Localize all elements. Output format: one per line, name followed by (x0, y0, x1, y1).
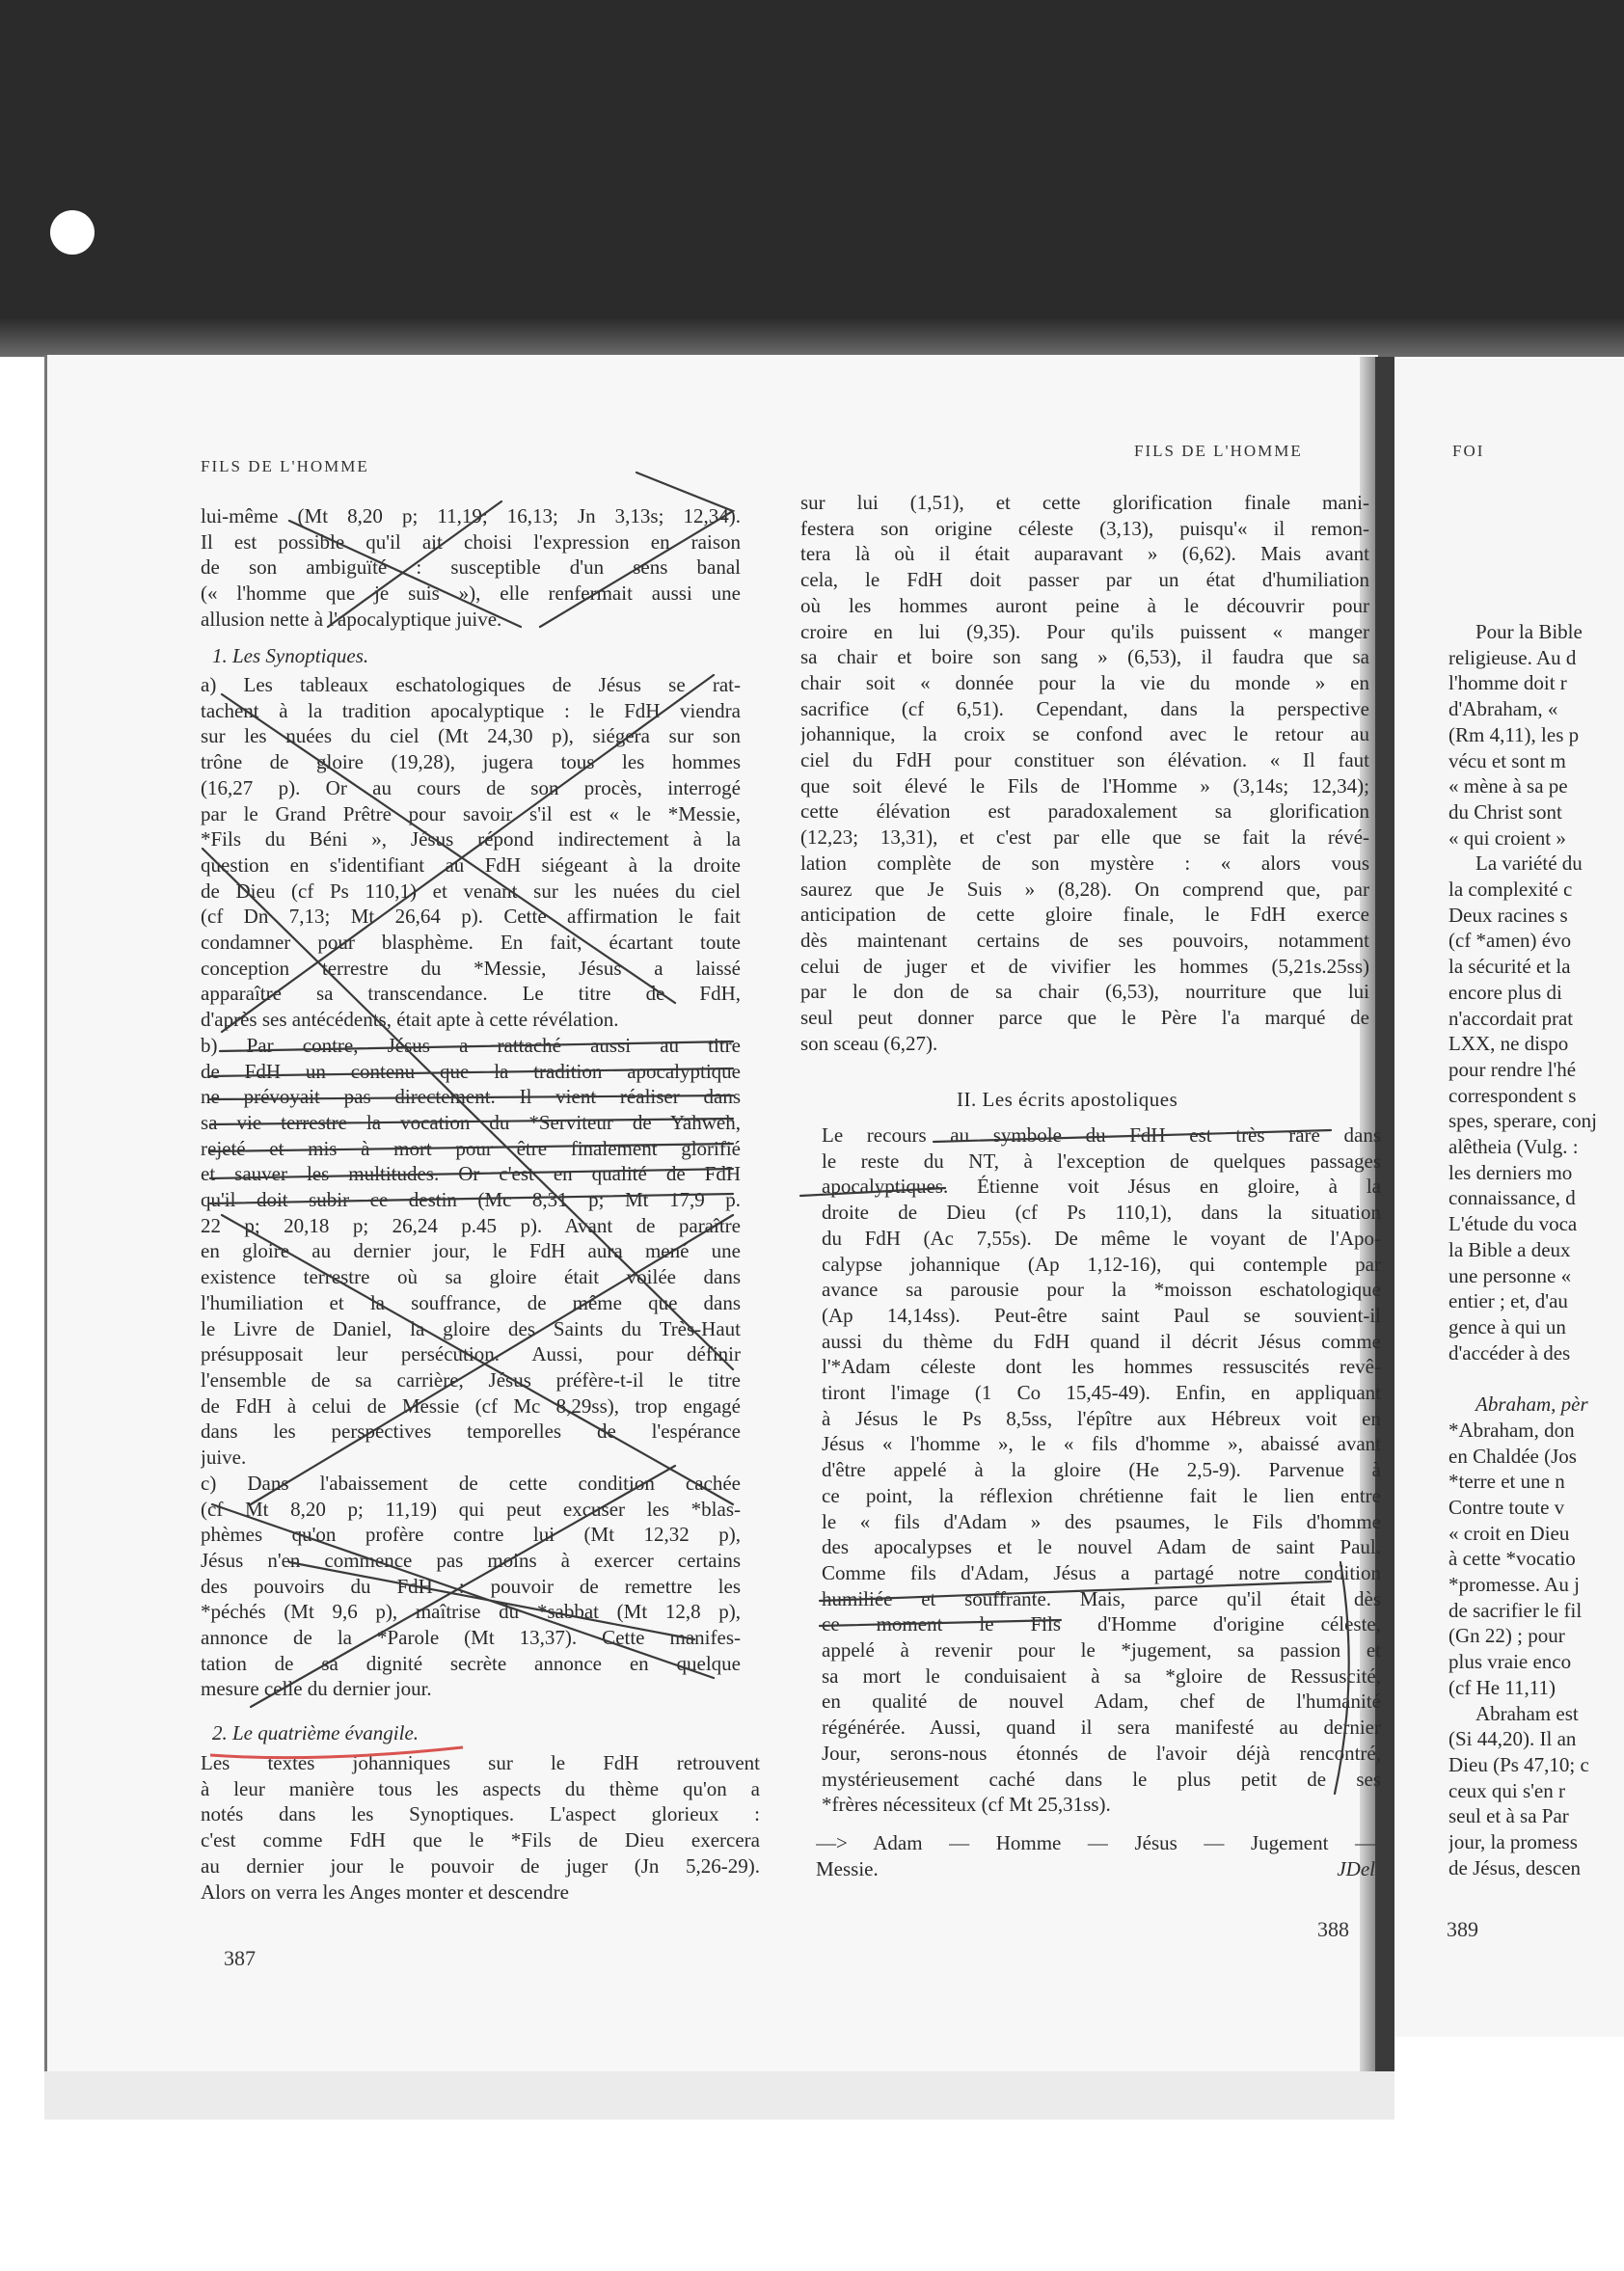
text-line: (cf Mt 8,20 p; 11,19) qui peut excuser les *blas- (201, 1497, 741, 1521)
text-line: par le Grand Prêtre pour savoir s'il est « le *Messie, (201, 801, 741, 825)
text-line: *Abraham, don (1448, 1418, 1575, 1442)
text-line: cela, le FdH doit passer par un état d'humiliation (800, 568, 1369, 592)
text-line: sacrifice (cf 6,51). Cependant, dans la perspective (800, 696, 1369, 720)
text-line: phèmes qu'on profère contre lui (Mt 12,32 p), (201, 1523, 741, 1547)
text-line: en gloire au dernier jour, le FdH aura mené une (201, 1239, 741, 1263)
text-line: tera là où il était auparavant » (6,62). Mais avant (800, 542, 1369, 566)
text-line: johannique, la croix se confond avec le retour au (800, 722, 1369, 746)
text-line: Deux racines s (1448, 903, 1568, 927)
text-line: (16,27 p). Or au cours de son procès, interrogé (201, 775, 741, 799)
text-line: avance sa parousie pour la *moisson eschatologique (822, 1278, 1381, 1302)
text-line: sur lui (1,51), et cette glorification finale mani- (800, 491, 1369, 514)
text-line: (12,23; 13,31), et c'est par elle que se fait la révé- (800, 825, 1369, 850)
left-column-fourth-gospel (201, 1750, 760, 1905)
text-line: trône de gloire (19,28), jugera tous les hommes (201, 750, 741, 774)
text-line: religieuse. Au d (1448, 645, 1577, 669)
text-line: que soit élevé le Fils de l'Homme » (3,14s; 12,34); (800, 773, 1369, 798)
text-line: de sacrifier le fil (1448, 1598, 1583, 1622)
right-column-text (800, 490, 1369, 1056)
text-line: apparaître sa transcendance. Le titre de FdH, (201, 982, 741, 1006)
text-line: mystérieusement caché dans le plus petit de ses (822, 1767, 1381, 1791)
text-line: Comme fils d'Adam, Jésus a partagé notre condition (822, 1560, 1381, 1584)
text-line: du FdH (Ac 7,55s). De même le voyant de l'Apo- (822, 1226, 1381, 1250)
text-line: ce moment le Fils d'Homme d'origine céleste, (822, 1612, 1381, 1636)
text-line: en qualité de nouvel Adam, chef de l'humanité (822, 1690, 1381, 1714)
text-line: (Rm 4,11), les p (1448, 722, 1580, 746)
text-line: la Bible a deux (1448, 1237, 1571, 1261)
text-line: tachent à la tradition apocalyptique : le FdH viendra (201, 698, 741, 722)
text-line: la sécurité et la (1448, 955, 1571, 979)
cross-reference: —> Adam — Homme — Jésus — Jugement — Messie. JDel (816, 1831, 1375, 1880)
text-line: annonce de la *Parole (Mt 13,37). Cette manifes- (201, 1626, 741, 1650)
right-running-header: FILS DE L'HOMME (1134, 442, 1303, 460)
text-line: d'accéder à des (1448, 1340, 1571, 1365)
text-line: correspondent s (1448, 1083, 1577, 1107)
text-line: (cf He 11,11) (1448, 1675, 1556, 1699)
text-line: régénérée. Aussi, quand il sera manifesté au dernier (822, 1716, 1381, 1740)
text-line: (Si 44,20). Il an (1448, 1727, 1577, 1751)
text-line: d'être appelé à la gloire (He 2,5-9). Parvenue à (822, 1458, 1381, 1482)
text-line: cette élévation est paradoxalement sa glorification (800, 799, 1369, 824)
text-line: calypse johannique (Ap 1,12-16), qui contemple par (822, 1252, 1381, 1276)
text-line: l'homme doit r (1448, 671, 1567, 695)
text-line: pour rendre l'hé (1448, 1057, 1577, 1081)
text-line: allusion nette à l'apocalyptique juive. (201, 607, 502, 631)
text-line: mesure celle du dernier jour. (201, 1677, 432, 1701)
next-page-text (1448, 619, 1624, 1880)
text-line: « mène à sa pe (1448, 774, 1568, 798)
text-line: son sceau (6,27). (800, 1031, 938, 1055)
text-line: gence à qui un (1448, 1314, 1566, 1338)
text-line: notés dans les Synoptiques. L'aspect glorieux : (201, 1802, 760, 1826)
text-line: c) Dans l'abaissement de cette condition cachée (201, 1471, 741, 1495)
text-line: Abraham est (1475, 1701, 1579, 1725)
text-line: humiliée et souffrante. Mais, parce qu'il était dès (822, 1586, 1381, 1610)
text-line: appelé à revenir pour le *jugement, sa passion et (822, 1638, 1381, 1663)
text-line: connaissance, d (1448, 1186, 1576, 1210)
text-line: festera son origine céleste (3,13), puisqu'« il remon- (800, 516, 1369, 540)
right-column-apostolic (822, 1122, 1381, 1818)
text-line: droite de Dieu (cf Ps 110,1), dans la situation (822, 1201, 1381, 1225)
text-line: au dernier jour le pouvoir de juger (Jn 5,26-29). (201, 1853, 760, 1878)
text-line: la complexité c (1448, 878, 1573, 902)
text-line: présupposait leur persécution. Aussi, pour définir (201, 1342, 741, 1366)
text-line: de FdH à celui de Messie (cf Mc 8,29ss), trop engagé (201, 1393, 741, 1418)
text-line: n'accordait prat (1448, 1006, 1574, 1030)
text-line: Le recours au symbole du FdH est très rare dans (822, 1123, 1381, 1147)
text-line: et sauver les multitudes. Or c'est en qualité de FdH (201, 1162, 741, 1186)
text-line: b) Par contre, Jésus a rattaché aussi au titre (201, 1033, 741, 1057)
text-line: le Livre de Daniel, la gloire des Saints du Très-Haut (201, 1316, 741, 1340)
text-line: a) Les tableaux eschatologiques de Jésus se rat- (201, 673, 741, 696)
text-line: d'Abraham, « (1448, 697, 1558, 721)
text-line: qu'il doit subir ce destin (Mc 8,31 p; Mt 17,9 p. (201, 1188, 741, 1212)
text-line: « croit en Dieu (1448, 1521, 1570, 1545)
text-line: conception terrestre du *Messie, Jésus a laissé (201, 956, 741, 980)
right-page-number: 388 (1317, 1917, 1349, 1941)
text-line: vécu et sont m (1448, 748, 1566, 772)
text-line: (Gn 22) ; pour (1448, 1624, 1565, 1648)
text-line: une personne « (1448, 1263, 1572, 1287)
next-page-header: FOI (1452, 442, 1485, 460)
text-line: *Fils du Béni », Jésus répond indirectement à la (201, 827, 741, 852)
text-line: Jésus « l'homme », le « fils d'homme », abaissé avant (822, 1432, 1381, 1456)
text-line: juive. (201, 1446, 247, 1470)
text-line: de FdH un contenu que la tradition apocalyptique (201, 1059, 741, 1083)
text-line (1448, 1365, 1624, 1392)
text-line: sa mort le conduisaient à sa *gloire de Ressuscité, (822, 1663, 1381, 1688)
scan-bottom-shadow (44, 2071, 1394, 2120)
text-line: chair soit « donnée pour la vie du monde » en (800, 670, 1369, 694)
text-line: Jour, serons-nous étonnés de l'avoir déjà rencontré, (822, 1741, 1381, 1765)
text-line: (cf Dn 7,13; Mt 26,64 p). Cette affirmation le fait (201, 905, 741, 929)
left-page-number: 387 (224, 1946, 256, 1970)
text-line: Abraham, pèr (1475, 1392, 1588, 1417)
text-line: Dieu (Ps 47,10; c (1448, 1752, 1589, 1776)
text-line: alêtheia (Vulg. : (1448, 1135, 1579, 1159)
text-line: La variété du (1475, 852, 1583, 876)
text-line: où les hommes auront peine à le découvrir pour (800, 593, 1369, 617)
text-line: l'*Adam céleste dont les hommes ressuscités revê- (822, 1355, 1381, 1379)
text-line: ce point, la réflexion chrétienne fait le lien entre (822, 1483, 1381, 1507)
text-line: anticipation de cette gloire finale, le FdH exerce (800, 903, 1369, 927)
left-column-intro (201, 503, 741, 633)
text-line: question en s'identifiant au FdH siégeant à la droite (201, 852, 741, 877)
text-line: apocalyptiques. Étienne voit Jésus en gloire, à la (822, 1175, 1381, 1199)
text-line: sa vie terrestre la vocation du *Serviteur de Yahweh, (201, 1110, 741, 1134)
text-line: L'étude du voca (1448, 1212, 1578, 1236)
text-line: Il est possible qu'il ait choisi l'expression en raison (201, 529, 741, 554)
text-line: tation de sa dignité secrète annonce en quelque (201, 1651, 741, 1675)
text-line: de son ambiguïté : susceptible d'un sens banal (201, 555, 741, 580)
text-line: dans les perspectives temporelles de l'espérance (201, 1419, 741, 1444)
text-line: « qui croient » (1448, 825, 1566, 850)
text-line: existence terrestre où sa gloire était voilée dans (201, 1265, 741, 1289)
text-line: *frères nécessiteux (cf Mt 25,31ss). (822, 1793, 1111, 1817)
text-line: *péchés (Mt 9,6 p), maîtrise du *sabbat (Mt 12,8 p), (201, 1600, 741, 1624)
text-line: *promesse. Au j (1448, 1573, 1580, 1597)
text-line: de Dieu (cf Ps 110,1) et venant sur les nuées du ciel (201, 879, 741, 903)
scan-left-margin (0, 357, 46, 2271)
text-line: l'humiliation et la souffrance, de même que dans (201, 1290, 741, 1314)
text-line: entier ; et, d'au (1448, 1289, 1568, 1313)
text-line: plus vraie enco (1448, 1650, 1572, 1674)
binder-hole (50, 210, 95, 255)
text-line: ceux qui s'en r (1448, 1778, 1565, 1802)
section-1-heading: 1. Les Synoptiques. (212, 644, 369, 667)
text-line: saurez que Je Suis » (8,28). On comprend que, par (800, 877, 1369, 901)
text-line: dès maintenant certains de ses pouvoirs, notamment (800, 928, 1369, 952)
text-line: à cette *vocatio (1448, 1547, 1576, 1571)
next-page-number: 389 (1447, 1917, 1478, 1941)
left-running-header: FILS DE L'HOMME (201, 457, 369, 475)
text-line: jour, la promess (1448, 1830, 1578, 1854)
text-line: à leur manière tous les aspects du thème qu'on a (201, 1776, 760, 1800)
left-column-synoptiques (201, 672, 741, 1702)
text-line: (Ap 14,14ss). Peut-être saint Paul se souvient-il (822, 1303, 1381, 1327)
text-line: en Chaldée (Jos (1448, 1444, 1577, 1468)
text-line: l'ensemble de sa carrière, Jésus préfère-t-il le titre (201, 1367, 741, 1392)
text-line: encore plus di (1448, 980, 1562, 1004)
text-line: le reste du NT, à l'exception de quelques passages (822, 1149, 1381, 1173)
text-line: lui-même (Mt 8,20 p; 11,19; 16,13; Jn 3,13s; 12,34). (201, 504, 741, 527)
text-line: c'est comme FdH que le *Fils de Dieu exercera (201, 1828, 760, 1852)
text-line: lation complète de son mystère : « alors vous (800, 851, 1369, 875)
text-line: d'après ses antécédents, était apte à cette révélation. (201, 1008, 619, 1032)
text-line: Contre toute v (1448, 1495, 1565, 1519)
text-line: ne prévoyait pas directement. Il vient réaliser dans (201, 1085, 741, 1109)
text-line: de Jésus, descen (1448, 1855, 1582, 1879)
text-line: des apocalypses et le nouvel Adam de saint Paul. (822, 1535, 1381, 1559)
text-line: condamner pour blasphème. En fait, écartant toute (201, 931, 741, 955)
text-line: Jésus n'en commence pas moins à exercer certains (201, 1548, 741, 1572)
text-line: par le don de sa chair (6,53), nourriture que lui (800, 980, 1369, 1004)
text-line: Les textes johanniques sur le FdH retrouvent (201, 1751, 760, 1774)
text-line: *terre et une n (1448, 1470, 1565, 1494)
text-line: les derniers mo (1448, 1160, 1573, 1184)
text-line: à Jésus le Ps 8,5ss, l'épître aux Hébreux voit en (822, 1406, 1381, 1430)
text-line: des pouvoirs du FdH : pouvoir de remettre les (201, 1574, 741, 1598)
text-line: seul peut donner parce que le Père l'a marqué de (800, 1006, 1369, 1030)
text-line: seul et à sa Par (1448, 1804, 1569, 1828)
text-line: spes, sperare, conj (1448, 1109, 1597, 1133)
text-line: celui de juger et de vivifier les hommes (5,21s.25ss) (800, 954, 1369, 978)
text-line: Pour la Bible (1475, 620, 1583, 643)
text-line: Alors on verra les Anges monter et descendre (201, 1879, 569, 1904)
text-line: 22 p; 20,18 p; 26,24 p.45 p). Avant de paraître (201, 1213, 741, 1237)
text-line: aussi du thème du FdH quand il décrit Jésus comme (822, 1329, 1381, 1353)
text-line: (cf *amen) évo (1448, 929, 1572, 953)
text-line: du Christ sont (1448, 799, 1562, 824)
section-2-heading: 2. Le quatrième évangile. (212, 1721, 420, 1744)
text-line: LXX, ne dispo (1448, 1032, 1569, 1056)
text-line: sur les nuées du ciel (Mt 24,30 p), siégera sur son (201, 724, 741, 748)
text-line: le « fils d'Adam » des psaumes, le Fils d'homme (822, 1509, 1381, 1533)
scan-top-shadow (0, 0, 1624, 357)
text-line: croire en lui (9,35). Pour qu'ils puissent « manger (800, 619, 1369, 643)
text-line: ciel du FdH pour constituer son élévation. « Il faut (800, 748, 1369, 772)
text-line: rejeté et mis à mort pour être finalement glorifié (201, 1136, 741, 1160)
section-ii-heading: II. Les écrits apostoliques (957, 1088, 1178, 1111)
text-line: tiront l'image (1 Co 15,45-49). Enfin, en appliquant (822, 1381, 1381, 1405)
text-line: sa chair et boire son sang » (6,53), il faudra que sa (800, 645, 1369, 669)
text-line: (« l'homme que je suis »), elle renfermait aussi une (201, 581, 741, 606)
